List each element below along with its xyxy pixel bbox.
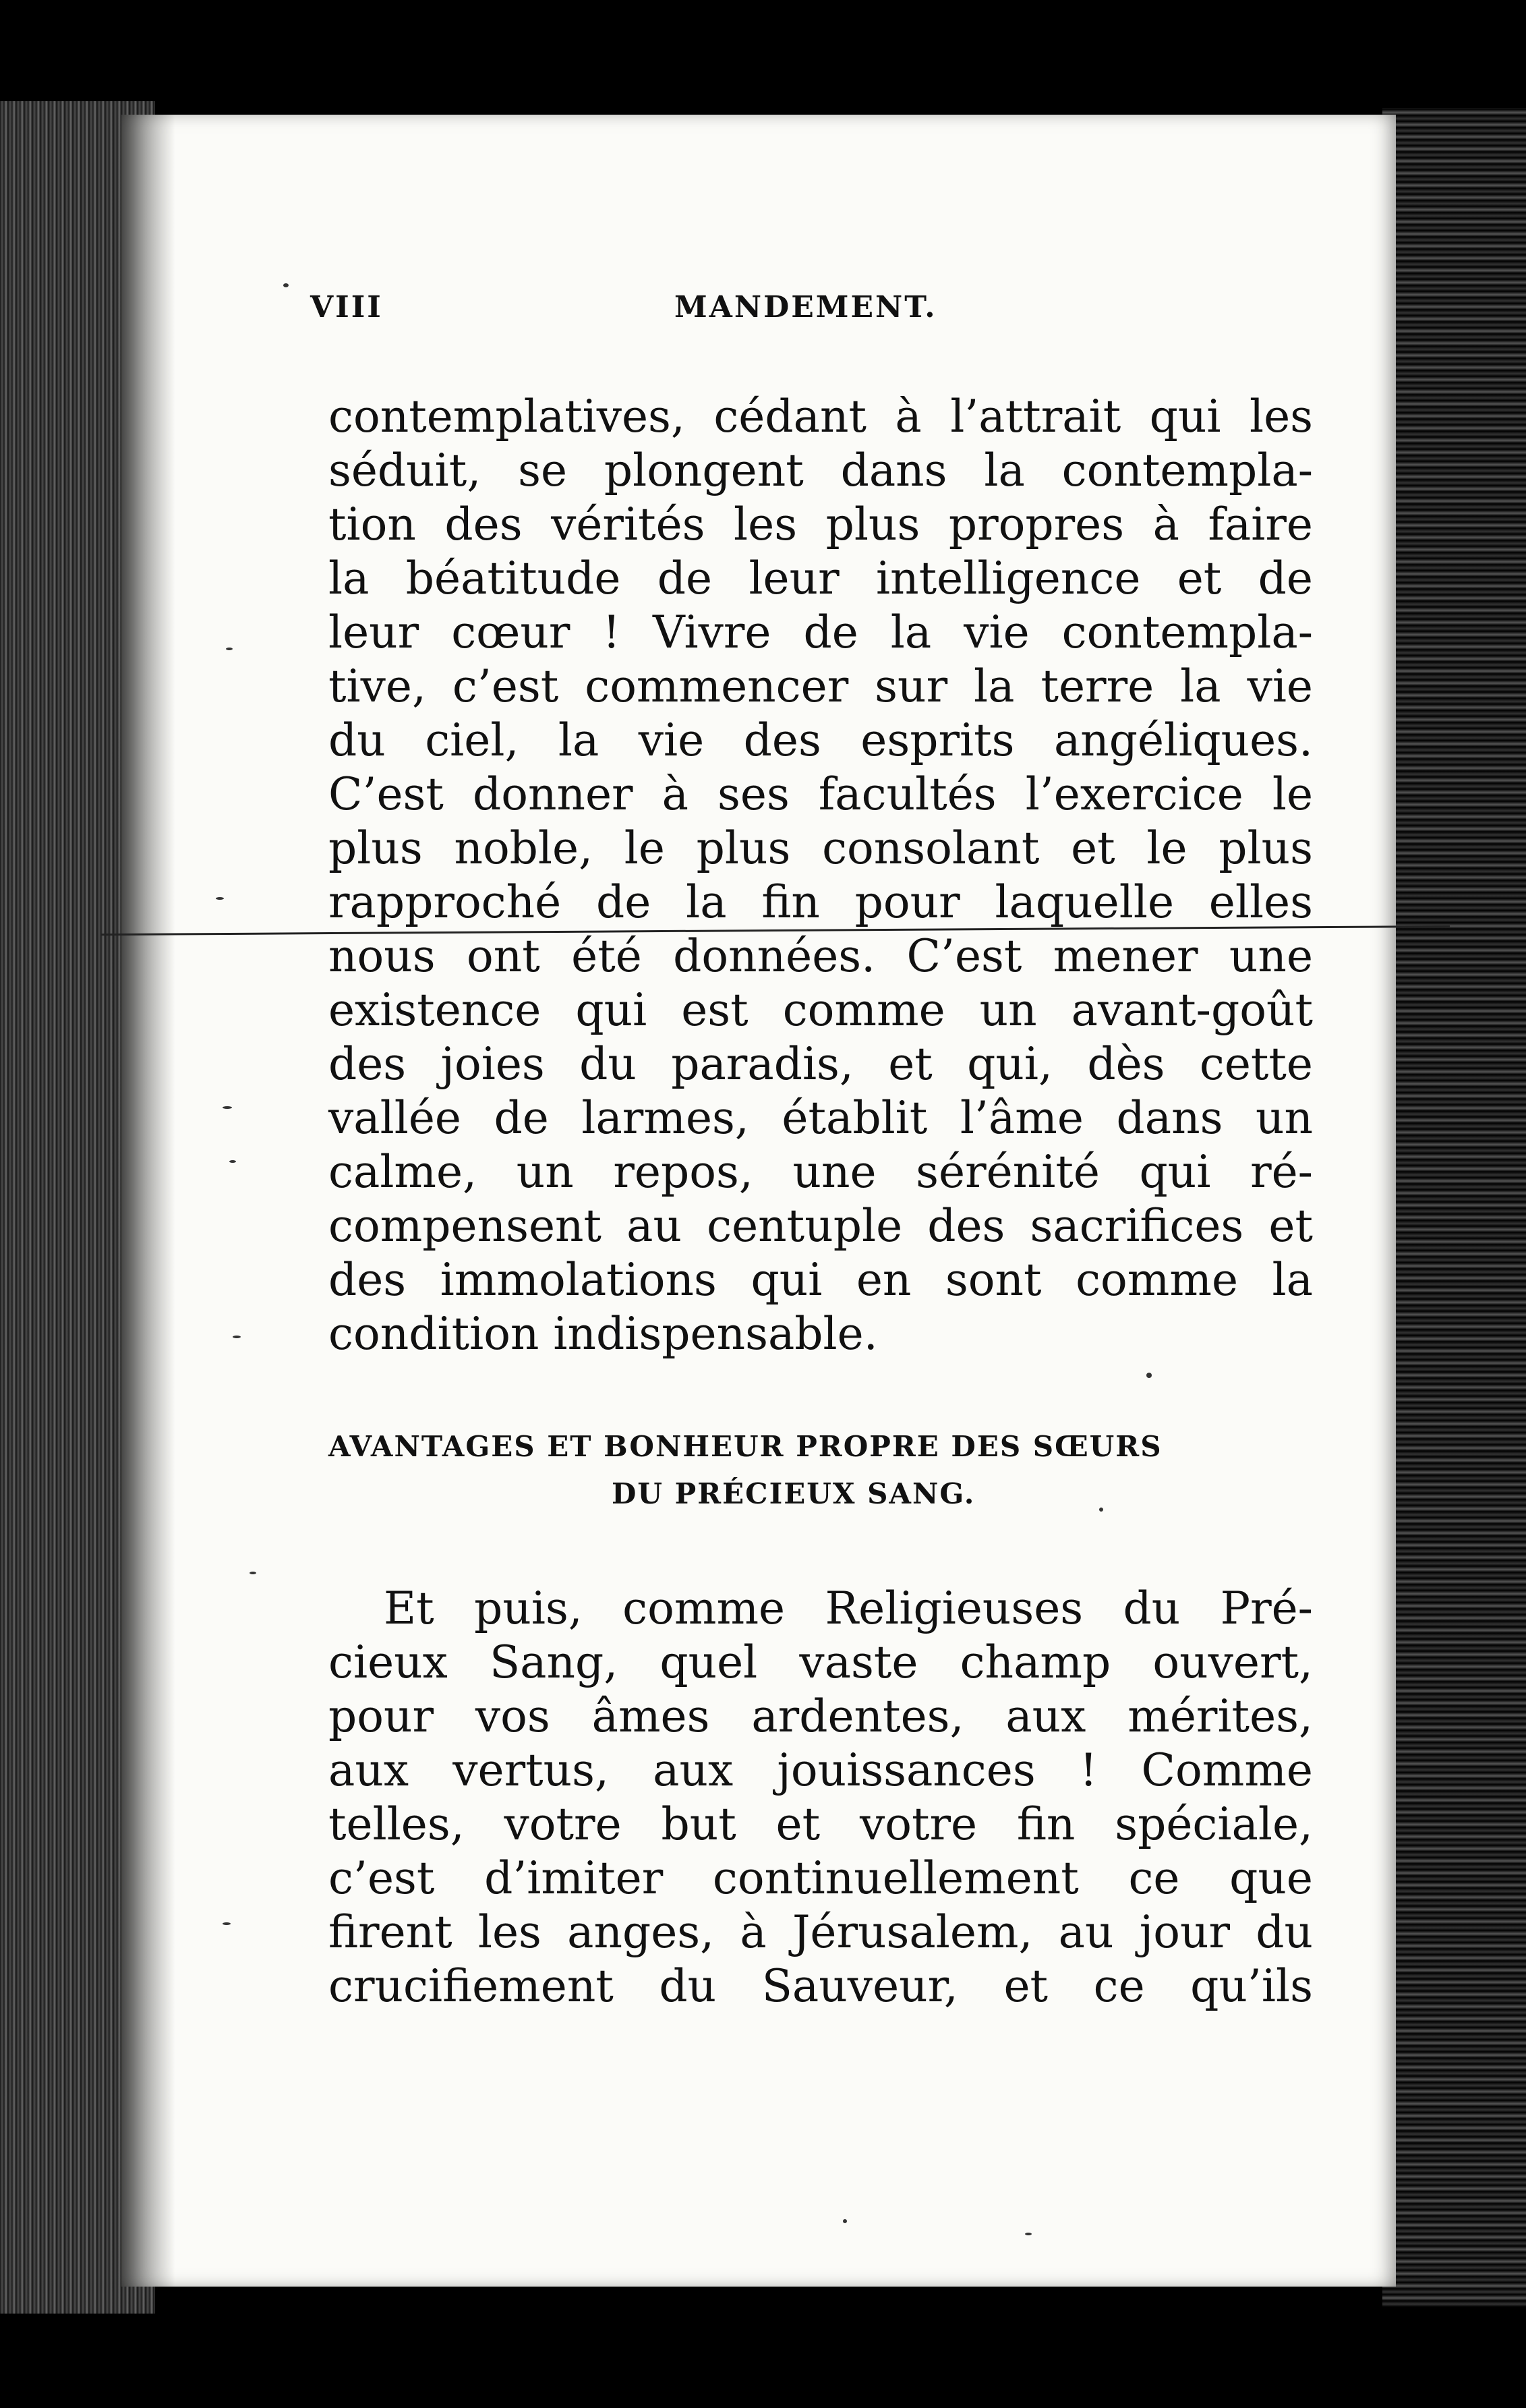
- page-stack-right-edge: [1382, 108, 1526, 2307]
- text-line: crucifiement du Sauveur, et ce qu’ils: [328, 1960, 1313, 2012]
- text-line: firent les anges, à Jérusalem, au jour du: [328, 1906, 1313, 1958]
- section-heading-line-2: DU PRÉCIEUX SANG.: [612, 1477, 976, 1510]
- text-line: calme, un repos, une sérénité qui ré-: [328, 1146, 1313, 1198]
- text-line: rapproché de la fin pour laquelle elles: [328, 876, 1313, 928]
- page-folio: VIII: [310, 290, 383, 324]
- text-line: leur cœur ! Vivre de la vie contempla-: [328, 606, 1313, 658]
- gutter-shadow: [121, 115, 175, 2287]
- scan-speck: [223, 1922, 231, 1925]
- text-line: des joies du paradis, et qui, dès cette: [328, 1038, 1313, 1090]
- text-line: nous ont été données. C’est mener une: [328, 930, 1313, 982]
- scan-speck: [216, 897, 224, 900]
- paragraph-1: [328, 390, 1313, 1361]
- text-line: cieux Sang, quel vaste champ ouvert,: [328, 1636, 1313, 1688]
- text-line: compensent au centuple des sacrifices et: [328, 1200, 1313, 1252]
- text-line: du ciel, la vie des esprits angéliques.: [328, 714, 1313, 766]
- text-line: Et puis, comme Religieuses du Pré-: [384, 1582, 1313, 1634]
- text-line: la béatitude de leur intelligence et de: [328, 552, 1313, 604]
- text-line: telles, votre but et votre fin spéciale,: [328, 1798, 1313, 1850]
- scan-speck: [283, 283, 289, 287]
- paragraph-2: [328, 1582, 1313, 2013]
- scan-speck: [1146, 1373, 1152, 1378]
- running-title: MANDEMENT.: [674, 290, 937, 324]
- text-line: des immolations qui en sont comme la: [328, 1254, 1313, 1306]
- scan-speck: [1099, 1508, 1103, 1512]
- scan-speck: [1025, 2233, 1032, 2235]
- text-line: c’est d’imiter continuellement ce que: [328, 1852, 1313, 1904]
- scan-speck: [226, 648, 233, 650]
- scan-speck: [843, 2219, 847, 2223]
- text-line: séduit, se plongent dans la contempla-: [328, 445, 1313, 496]
- text-line: vallée de larmes, établit l’âme dans un: [328, 1092, 1313, 1144]
- text-line: tion des vérités les plus propres à faire: [328, 498, 1313, 550]
- scan-speck: [229, 1160, 236, 1163]
- running-head: [189, 290, 1315, 337]
- text-line: tive, c’est commencer sur la terre la vie: [328, 660, 1313, 712]
- text-line: contemplatives, cédant à l’attrait qui les: [328, 391, 1313, 442]
- text-line: pour vos âmes ardentes, aux mérites,: [328, 1690, 1313, 1742]
- text-line: C’est donner à ses facultés l’exercice le: [328, 768, 1313, 820]
- text-line: plus noble, le plus consolant et le plus: [328, 822, 1313, 874]
- section-heading-line-1: AVANTAGES ET BONHEUR PROPRE DES SŒURS: [328, 1430, 1163, 1463]
- scan-speck: [233, 1336, 241, 1338]
- text-line: existence qui est comme un avant-goût: [328, 984, 1313, 1036]
- text-line: condition indispensable.: [328, 1308, 878, 1360]
- scan-speck: [223, 1106, 232, 1109]
- scan-speck: [250, 1572, 256, 1574]
- text-line: aux vertus, aux jouissances ! Comme: [328, 1744, 1313, 1796]
- section-heading: [328, 1423, 1313, 1518]
